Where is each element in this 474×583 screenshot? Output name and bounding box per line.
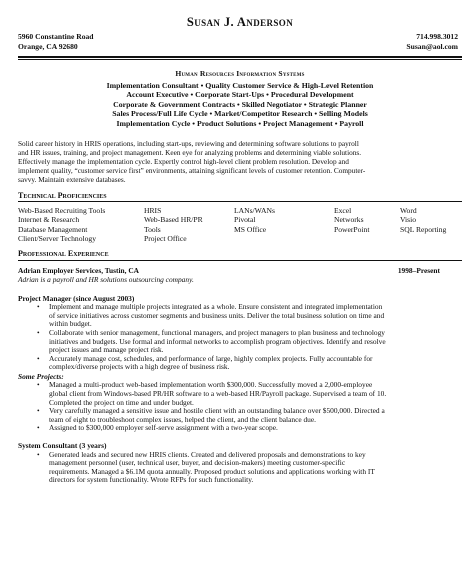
proficiency-column (400, 206, 470, 243)
bullet-line: • Assigned to $300,000 employer self-serve assignment with a two-year scope. (49, 423, 278, 433)
employer-line (18, 267, 462, 276)
bullet-line: global client from Windows-based PR/HR software to a web-based HR/Payroll package. Supervised a team of 10. (49, 389, 387, 399)
employer-name: Adrian Employer Services, Tustin, CA (18, 265, 139, 275)
proficiency-item: Project Office (144, 234, 187, 244)
phone-email (406, 32, 458, 51)
proficiency-item: PowerPoint (334, 224, 370, 234)
proficiency-item: Pivotal (234, 215, 256, 225)
proficiency-item: Tools (144, 224, 161, 234)
list-item (49, 407, 462, 424)
bullet-line: complex/diverse projects with a high degree of business risk. (49, 362, 230, 372)
summary-paragraph (18, 139, 462, 184)
bullet-line: within budget. (49, 319, 92, 329)
role-title: Project Manager (since August 2003) (18, 293, 135, 303)
bullet-line: • Collaborate with senior management, functional managers, and project managers to plan business and technology (49, 327, 385, 337)
contact-block (18, 32, 462, 54)
proficiency-item: SQL Reporting (400, 224, 447, 234)
bullet-line: • Very carefully managed a sensitive issue and hostile client with an outstanding balance over $500,000. Directed a (49, 406, 385, 416)
employment-dates: 1998–Present (397, 265, 440, 275)
proficiencies-grid (18, 206, 462, 243)
summary-line: Sales Process/Full Life Cycle • Market/Competitor Research • Selling Models (112, 109, 368, 119)
proficiency-item: Excel (334, 206, 352, 216)
bullet-line: • Managed a multi-product web-based implementation worth $300,000. Successfully moved a 2,000-employee (49, 380, 373, 390)
section-rule (18, 260, 462, 261)
bullet-line: • Implement and manage multiple projects integrated as a whole. Ensure consistent and integrated implementation (49, 302, 383, 312)
role-bullets (18, 303, 462, 372)
proficiency-item: Web-Based HR/PR (144, 215, 203, 225)
address-line-2: Orange, CA 92680 (18, 41, 78, 51)
summary-line: Implementation Cycle • Product Solutions • Project Management • Payroll (116, 118, 364, 128)
proficiency-column (144, 206, 234, 243)
list-item (49, 424, 462, 433)
bullet-line: requirements. Managed a $6.1M quota annually. Proposed product solutions and applications working with IT (49, 466, 375, 476)
project-bullets (18, 381, 462, 433)
bullet-line: directors for system functionality. Wrote RFPs for such functionality. (49, 475, 254, 485)
bullet-line: team of eight to troubleshoot complex issues, helped the client, and the client balance due. (49, 414, 317, 424)
summary-title: Human Resources Information Systems (175, 69, 305, 78)
role-title: System Consultant (3 years) (18, 441, 107, 451)
paragraph-line: Solid career history in HRIS operations, including start-ups, reviewing and determining software solutions to payroll (18, 138, 359, 148)
section-title-experience: Professional Experience (18, 249, 109, 259)
header-divider-thick (18, 56, 462, 58)
paragraph-line: implement quality, “customer service first” environments, attaining significant levels of customer retention. Computer- (18, 165, 366, 175)
employer-description: Adrian is a payroll and HR solutions outsourcing company. (18, 274, 194, 284)
proficiency-item: HRIS (144, 206, 162, 216)
bullet-line: • Generated leads and secured new HRIS clients. Created and delivered proposals and demonstrations to key (49, 449, 366, 459)
list-item (49, 303, 462, 329)
bullet-line: Completed the project on time and under budget. (49, 397, 194, 407)
proficiency-item: Internet & Research (18, 215, 80, 225)
bullet-line: of service initiatives across customer segments and business units. Deliver the total business solution on time and (49, 310, 385, 320)
list-item (49, 355, 462, 372)
summary-keywords (18, 81, 462, 129)
address (18, 32, 94, 51)
role-bullets (18, 451, 462, 485)
proficiency-item: Visio (400, 215, 416, 225)
summary-line: Corporate & Government Contracts • Skilled Negotiator • Strategic Planner (113, 99, 367, 109)
proficiency-item: LANs/WANs (234, 206, 275, 216)
proficiency-item: MS Office (234, 224, 267, 234)
proficiency-item: Word (400, 206, 417, 216)
paragraph-line: and HR issues, training, and project management. Keen eye for analyzing problems and determining viable solutions. (18, 147, 362, 157)
bullet-line: • Accurately manage cost, schedules, and performance of large, highly complex projects. Fully accountable for (49, 353, 373, 363)
list-item (49, 451, 462, 485)
proficiency-item: Web-Based Recruiting Tools (18, 206, 106, 216)
list-item (49, 381, 462, 407)
projects-subheading: Some Projects: (18, 371, 64, 381)
proficiency-column (18, 206, 144, 243)
list-item (49, 329, 462, 355)
phone: 714.998.3012 (416, 32, 458, 41)
proficiency-item: Database Management (18, 224, 88, 234)
header-divider-thin (18, 59, 462, 60)
bullet-line: project issues and manage project risk. (49, 345, 164, 355)
email[interactable]: Susan@aol.com (406, 41, 458, 51)
paragraph-line: savvy. Maintain extensive databases. (18, 174, 126, 184)
paragraph-line: Effectively manage the implementation cycle. Expertly control high-level client problem resolution. Develop and (18, 156, 349, 166)
proficiency-item: Networks (334, 215, 364, 225)
proficiency-column (334, 206, 400, 243)
proficiency-column (234, 206, 334, 243)
section-title-proficiencies: Technical Proficiencies (18, 190, 107, 200)
bullet-line: management personnel (user, technical user, buyer, and decision-makers) meeting customer-specific (49, 458, 346, 468)
bullet-line: initiatives and budgets. Use formal and informal networks to accomplish program objectives. Identify and resolve (49, 336, 386, 346)
section-rule (18, 201, 462, 202)
summary-line: Implementation Consultant • Quality Customer Service & High-Level Retention (106, 80, 374, 90)
candidate-name: Susan J. Anderson (186, 15, 294, 29)
address-line-1: 5960 Constantine Road (18, 32, 94, 41)
summary-line: Account Executive • Corporate Start-Ups • Procedural Development (126, 90, 354, 100)
proficiency-item: Client/Server Technology (18, 234, 96, 244)
